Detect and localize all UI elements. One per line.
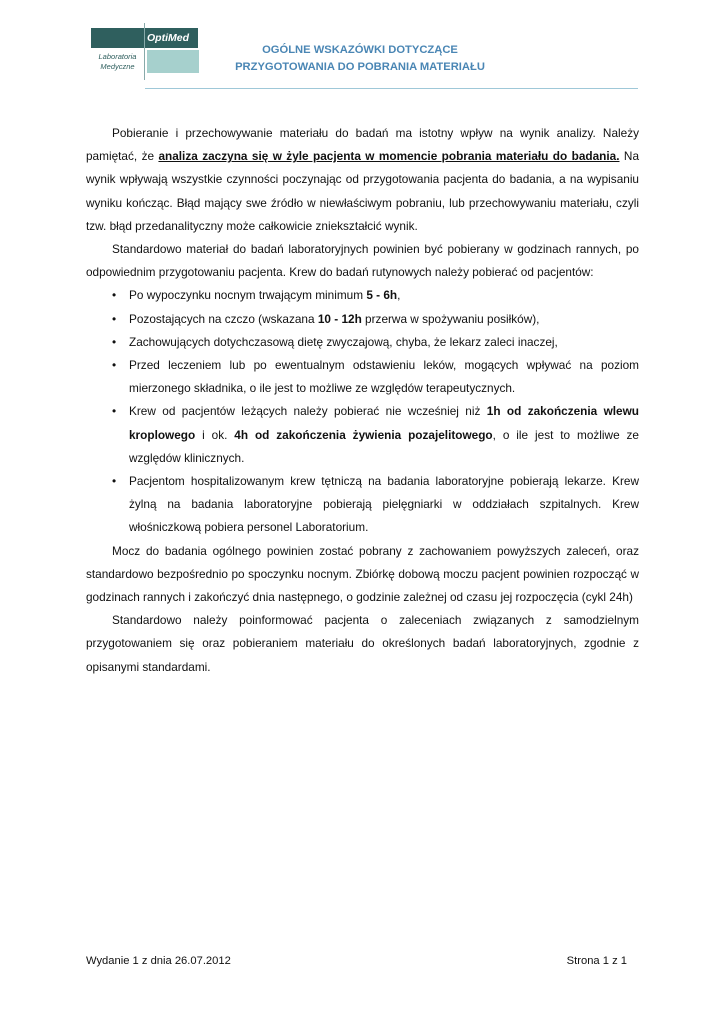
- list-item: [86, 308, 639, 331]
- list-item-text: Przed leczeniem lub po ewentualnym odstawieniu leków, mogących wpływać na poziom mierzonego składnika, o ile jest to możliwe ze względów terapeutycznych.: [129, 358, 639, 396]
- paragraph-inform: Standardowo należy poinformować pacjenta o zaleceniach związanych z samodzielnym przygotowaniem się oraz pobieraniem materiału do określonych badań laboratoryjnych, zgodnie z opisanymi standardami.: [86, 613, 639, 674]
- requirements-list: [86, 284, 639, 539]
- logo-divider: [144, 23, 145, 80]
- list-item-text-end: , o ile jest to możliwe ze względów klinicznych.: [129, 427, 639, 465]
- list-item-emphasis: 4h od zakończenia żywienia pozajelitowego: [234, 427, 493, 442]
- bullet-icon: •: [112, 404, 117, 419]
- optimed-logo: [91, 23, 201, 80]
- header-divider: [145, 88, 638, 89]
- list-item-text-end: przerwa w spożywaniu posiłków),: [361, 311, 540, 326]
- list-item-text-end: ,: [397, 288, 401, 303]
- bullet-icon: •: [112, 334, 117, 349]
- list-item: [86, 400, 639, 470]
- list-item-text: Krew od pacjentów leżących należy pobierać nie wcześniej niż: [129, 404, 487, 419]
- paragraph-intro: [86, 122, 639, 238]
- logo-dark-block: [91, 28, 144, 48]
- list-item-emphasis: 5 - 6h: [366, 288, 398, 303]
- key-statement: analiza zaczyna się w żyle pacjenta w momencie pobrania materiału do badania.: [158, 149, 620, 164]
- document-title-line2: PRZYGOTOWANIA DO POBRANIA MATERIAŁU: [235, 61, 485, 73]
- bullet-icon: •: [112, 358, 117, 373]
- bullet-icon: •: [112, 288, 117, 303]
- list-item-text: Zachowujących dotychczasową dietę zwyczajową, chyba, że lekarz zaleci inaczej,: [129, 334, 558, 349]
- logo-light-block: [147, 50, 199, 73]
- list-item-emphasis: 10 - 12h: [317, 311, 362, 326]
- list-item-emphasis: 1h od zakończenia wlewu kroplowego: [129, 404, 639, 442]
- list-item: [86, 354, 639, 400]
- paragraph-standard: Standardowo materiał do badań laboratoryjnych powinien być pobierany w godzinach rannych, po odpowiednim przygotowaniu pacjenta. Krew do badań rutynowych należy pobierać od pacjentów:: [86, 242, 639, 280]
- list-item-text: Pacjentom hospitalizowanym krew tętniczą na badania laboratoryjne pobierają lekarze. Krew żylną na badania laboratoryjne pobierają pielęgniarki w oddziałach szpitalnych. Krew włośniczkową pobiera personel Laboratorium.: [129, 474, 639, 535]
- paragraph-urine: Mocz do badania ogólnego powinien zostać pobrany z zachowaniem powyższych zaleceń, oraz standardowo bezpośrednio po spoczynku nocnym. Zbiórkę dobową moczu pacjent powinien rozpocząć w godzinach rannych i zakończyć dnia następnego, o godzinie zależnej od czasu jej rozpoczęcia (cykl 24h): [86, 543, 639, 605]
- list-item-text: Po wypoczynku nocnym trwającym minimum: [129, 288, 367, 303]
- list-item: [86, 284, 639, 307]
- list-item: [86, 331, 639, 354]
- document-body: [86, 122, 639, 679]
- list-item-text: Pozostających na czczo (wskazana: [129, 311, 318, 326]
- bullet-icon: •: [112, 474, 117, 489]
- logo-subtitle-line1: Laboratoria: [98, 52, 137, 61]
- bullet-icon: •: [112, 311, 117, 326]
- paragraph-intro-text-end: Na wynik wpływają wszystkie czynności poczynając od przygotowania pacjenta do badania, a na wypisaniu wyniku kończąc. Błąd mający swe źródło w niewłaściwym pobraniu, lub przechowywaniu materiału, czyli tzw. błąd przedanalityczny może całkowicie zniekształcić wynik.: [86, 149, 640, 233]
- document-title: [210, 42, 510, 76]
- logo-brand-name: OptiMed: [144, 28, 198, 48]
- logo-subtitle: [91, 52, 144, 72]
- list-item: [86, 470, 639, 540]
- footer-edition: Wydanie 1 z dnia 26.07.2012: [86, 955, 231, 967]
- list-item-text: i ok.: [195, 427, 235, 442]
- document-title-line1: OGÓLNE WSKAZÓWKI DOTYCZĄCE: [262, 44, 458, 56]
- footer-page-number: Strona 1 z 1: [566, 955, 627, 967]
- paragraph-intro-text: Pobieranie i przechowywanie materiału do badań ma istotny wpływ na wynik analizy. Należy pamiętać, że: [86, 126, 639, 164]
- logo-subtitle-line2: Medyczne: [100, 62, 135, 71]
